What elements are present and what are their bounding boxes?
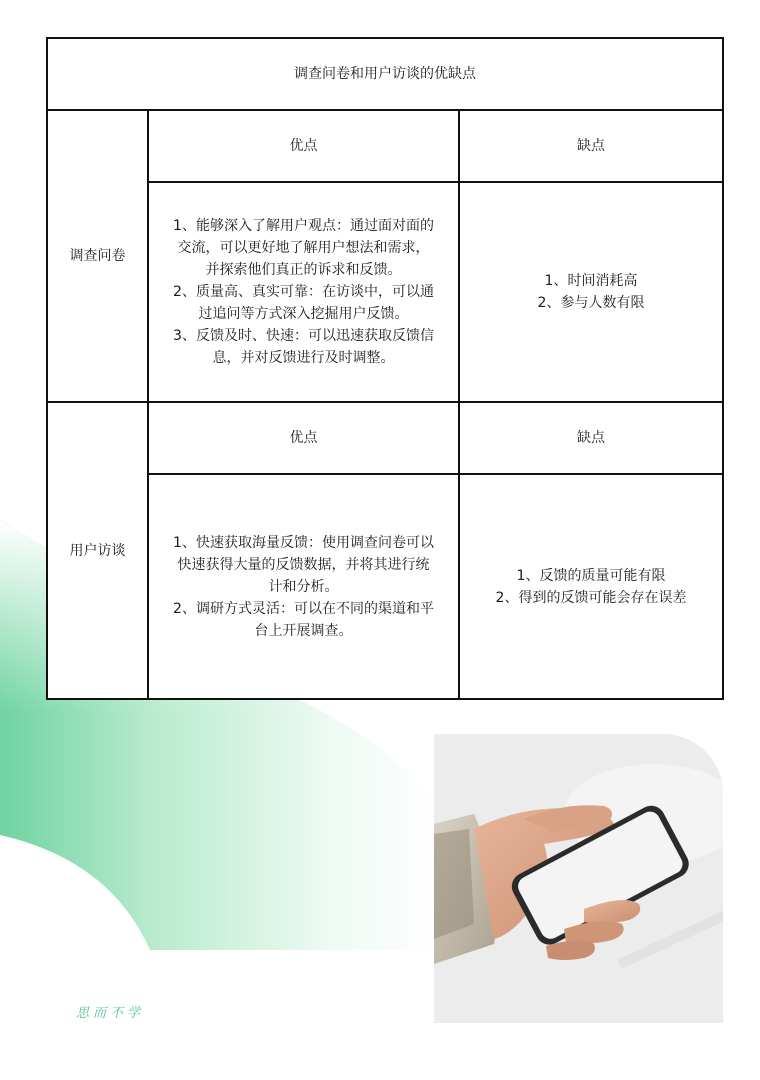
table-row xyxy=(47,110,723,182)
table-row xyxy=(47,182,723,402)
row-label: 调查问卷 xyxy=(47,110,148,402)
pros-header: 优点 xyxy=(148,402,459,474)
pros-cell xyxy=(148,474,459,699)
comparison-table xyxy=(46,37,724,700)
pros-line: 并探索他们真正的诉求和反馈。 xyxy=(205,262,402,278)
pros-line: 计和分析。 xyxy=(268,578,339,595)
pros-line: 1、快速获取海量反馈：使用调查问卷可以 xyxy=(173,534,434,551)
cons-header: 缺点 xyxy=(459,110,723,182)
cons-cell xyxy=(459,474,723,699)
pros-line: 台上开展调查。 xyxy=(254,622,353,639)
pros-line: 息，并对反馈进行及时调整。 xyxy=(212,350,395,366)
cons-line: 2、得到的反馈可能会存在误差 xyxy=(495,589,687,606)
cons-cell xyxy=(459,182,723,402)
cons-line: 1、反馈的质量可能有限 xyxy=(516,567,666,584)
pros-line: 2、调研方式灵活：可以在不同的渠道和平 xyxy=(173,600,434,617)
pros-line: 1、能够深入了解用户观点：通过面对面的 xyxy=(173,218,434,234)
cons-line: 1、时间消耗高 xyxy=(544,273,638,289)
photo-hand-smartphone xyxy=(434,734,723,1023)
pros-line: 3、反馈及时、快速：可以迅速获取反馈信 xyxy=(173,328,434,344)
table-row xyxy=(47,402,723,474)
brand-signature: 思而不学 xyxy=(76,1006,145,1021)
pros-line: 交流，可以更好地了解用户想法和需求， xyxy=(177,240,430,256)
pros-line: 过追问等方式深入挖掘用户反馈。 xyxy=(198,306,409,322)
row-label: 用户访谈 xyxy=(47,402,148,699)
cons-line: 2、参与人数有限 xyxy=(537,295,645,311)
pros-line: 2、质量高、真实可靠：在访谈中，可以通 xyxy=(173,284,434,300)
cons-header: 缺点 xyxy=(459,402,723,474)
pros-header: 优点 xyxy=(148,110,459,182)
pros-line: 快速获得大量的反馈数据，并将其进行统 xyxy=(177,556,430,573)
table-row xyxy=(47,474,723,699)
table-title: 调查问卷和用户访谈的优缺点 xyxy=(47,38,723,110)
smartphone-illustration xyxy=(434,734,723,1023)
pros-cell xyxy=(148,182,459,402)
table-title-row xyxy=(47,38,723,110)
